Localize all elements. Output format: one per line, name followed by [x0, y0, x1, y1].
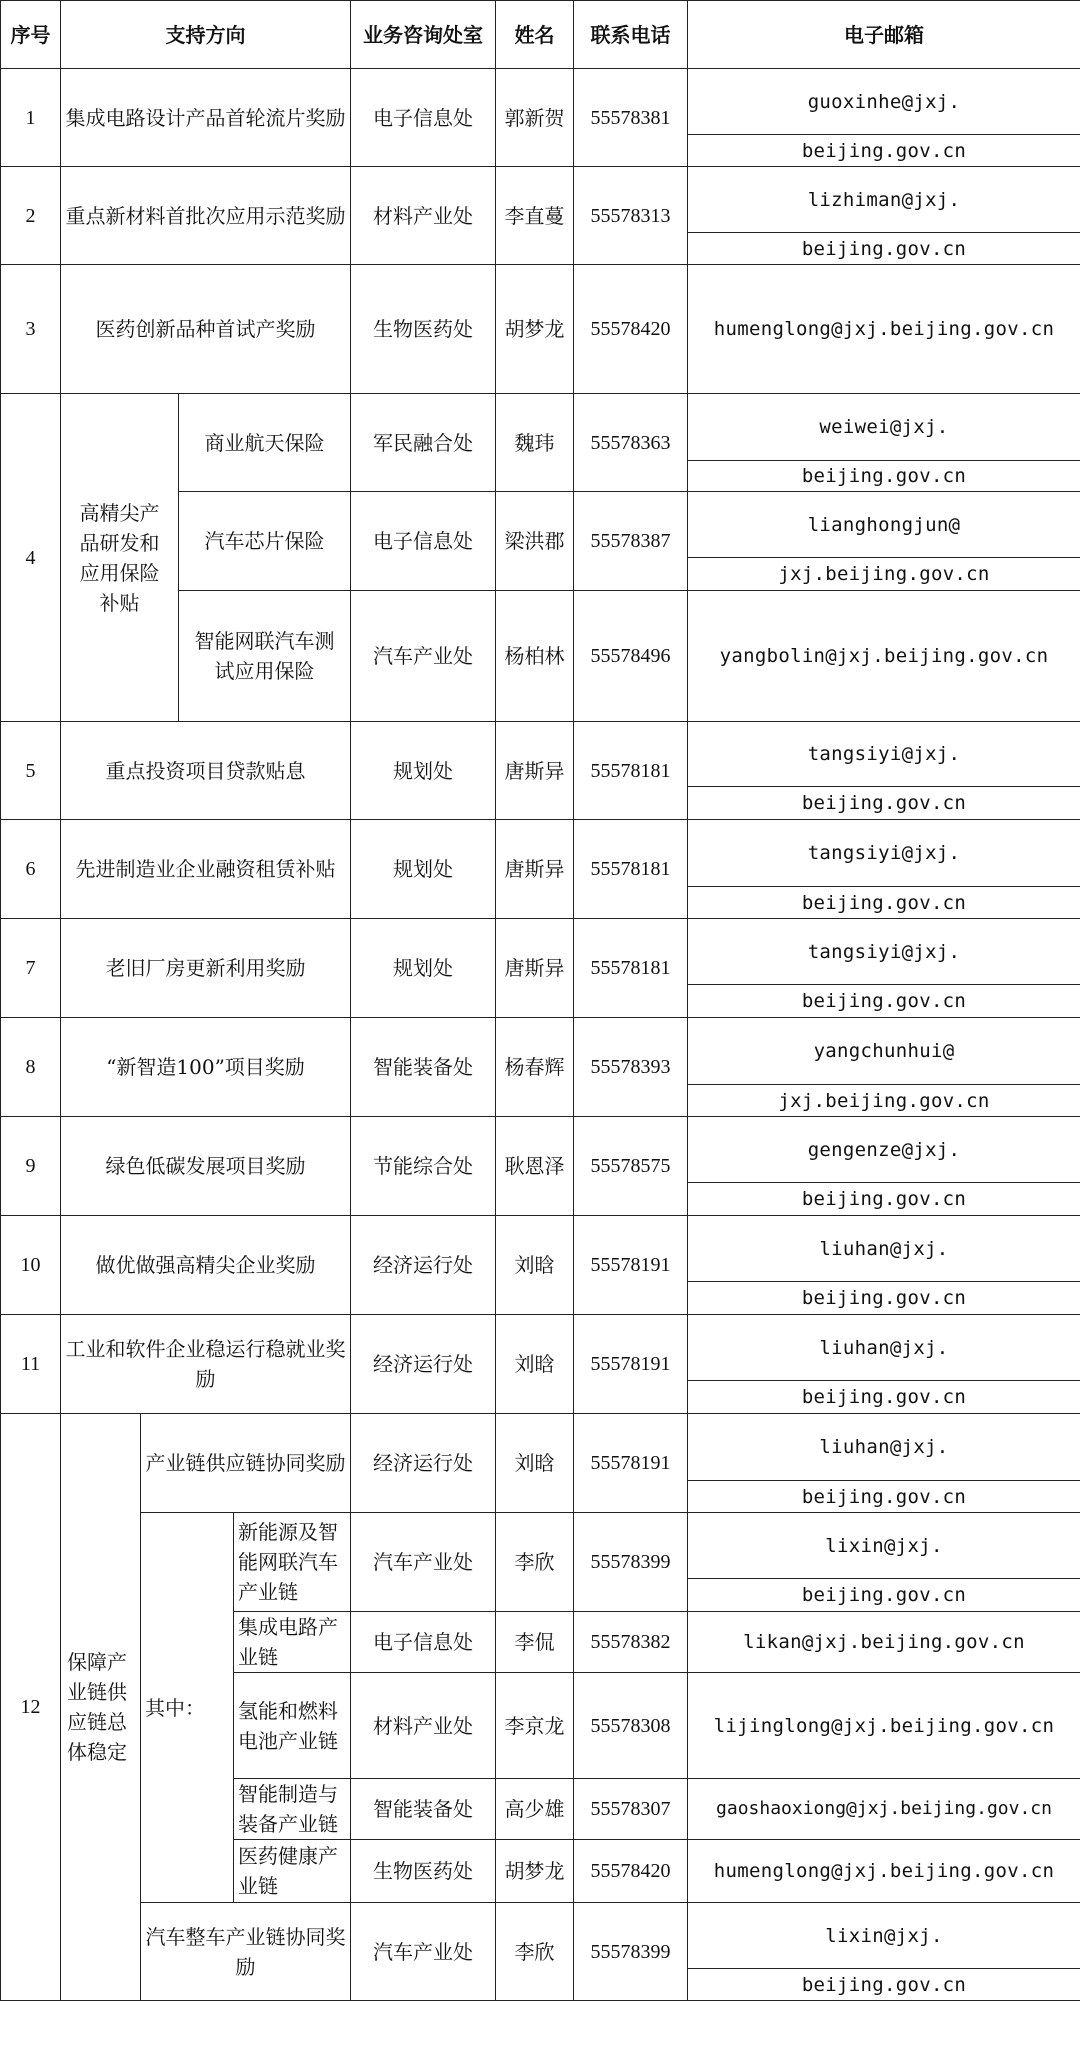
row-email-part2: beijing.gov.cn — [688, 233, 1080, 265]
row-no: 11 — [1, 1315, 61, 1414]
row-direction: 重点新材料首批次应用示范奖励 — [61, 167, 351, 265]
row-name: 李侃 — [496, 1612, 574, 1673]
row-direction: “新智造100”项目奖励 — [61, 1018, 351, 1117]
row-name: 唐斯异 — [496, 722, 574, 820]
row-name: 杨柏林 — [496, 591, 574, 722]
row-email-part2: beijing.gov.cn — [688, 135, 1080, 167]
row-email: likan@jxj.beijing.gov.cn — [688, 1612, 1080, 1673]
row-tel: 55578496 — [574, 591, 688, 722]
header-row — [1, 1, 1080, 69]
row-direction-group: 高精尖产品研发和应用保险补贴 — [61, 394, 179, 722]
row-office: 节能综合处 — [351, 1117, 496, 1216]
header-tel: 联系电话 — [574, 1, 688, 69]
table-row — [1, 69, 1080, 135]
row-direction: 集成电路设计产品首轮流片奖励 — [61, 69, 351, 167]
row-sub-direction: 产业链供应链协同奖励 — [141, 1414, 351, 1513]
row-name: 高少雄 — [496, 1779, 574, 1840]
table-row — [1, 722, 1080, 787]
row-email-part2: beijing.gov.cn — [688, 985, 1080, 1018]
row-email-part2: beijing.gov.cn — [688, 461, 1080, 492]
row-tel: 55578420 — [574, 1840, 688, 1903]
row-tel: 55578393 — [574, 1018, 688, 1117]
row-email-part1: tangsiyi@jxj. — [688, 919, 1080, 985]
row-tel: 55578181 — [574, 919, 688, 1018]
row-email-part2: beijing.gov.cn — [688, 787, 1080, 820]
row-email-part1: tangsiyi@jxj. — [688, 820, 1080, 887]
row-email-part1: liuhan@jxj. — [688, 1315, 1080, 1381]
row-tel: 55578399 — [574, 1513, 688, 1612]
row-direction: 绿色低碳发展项目奖励 — [61, 1117, 351, 1216]
row-name: 胡梦龙 — [496, 1840, 574, 1903]
row-email-part1: liuhan@jxj. — [688, 1414, 1080, 1481]
row-tel: 55578191 — [574, 1315, 688, 1414]
row-office: 汽车产业处 — [351, 1903, 496, 2001]
row-email: gaoshaoxiong@jxj.beijing.gov.cn — [688, 1779, 1080, 1840]
row-email-part1: lixin@jxj. — [688, 1513, 1080, 1579]
row-email-part1: tangsiyi@jxj. — [688, 722, 1080, 787]
row-no: 9 — [1, 1117, 61, 1216]
row-sub-direction: 医药健康产业链 — [234, 1840, 351, 1903]
row-name: 郭新贺 — [496, 69, 574, 167]
row-no: 8 — [1, 1018, 61, 1117]
row-email-part2: jxj.beijing.gov.cn — [688, 558, 1080, 591]
header-office: 业务咨询处室 — [351, 1, 496, 69]
row-name: 李京龙 — [496, 1673, 574, 1779]
table-row — [1, 1903, 1080, 1969]
row-email: humenglong@jxj.beijing.gov.cn — [688, 1840, 1080, 1903]
row-name: 李欣 — [496, 1513, 574, 1612]
row-name: 魏玮 — [496, 394, 574, 492]
row-email: lijinglong@jxj.beijing.gov.cn — [688, 1673, 1080, 1779]
row-tel: 55578313 — [574, 167, 688, 265]
header-email: 电子邮箱 — [688, 1, 1080, 69]
row-email-part1: gengenze@jxj. — [688, 1117, 1080, 1183]
row-email-part2: jxj.beijing.gov.cn — [688, 1085, 1080, 1117]
row-office: 电子信息处 — [351, 492, 496, 591]
row-email-part1: weiwei@jxj. — [688, 394, 1080, 461]
row-tel: 55578181 — [574, 820, 688, 919]
row-tel: 55578181 — [574, 722, 688, 820]
row-no: 3 — [1, 265, 61, 394]
row-no: 1 — [1, 69, 61, 167]
row-name: 梁洪郡 — [496, 492, 574, 591]
table-row — [1, 265, 1080, 394]
row-office: 汽车产业处 — [351, 1513, 496, 1612]
row-office: 电子信息处 — [351, 69, 496, 167]
row-tel: 55578420 — [574, 265, 688, 394]
row-tel: 55578387 — [574, 492, 688, 591]
row-office: 智能装备处 — [351, 1779, 496, 1840]
row-email-part2: beijing.gov.cn — [688, 1969, 1080, 2001]
header-name: 姓名 — [496, 1, 574, 69]
row-tel: 55578191 — [574, 1216, 688, 1315]
row-email-part2: beijing.gov.cn — [688, 1481, 1080, 1513]
row-sub-direction: 商业航天保险 — [179, 394, 351, 492]
row-no: 2 — [1, 167, 61, 265]
row-sub-direction: 智能制造与装备产业链 — [234, 1779, 351, 1840]
header-direction: 支持方向 — [61, 1, 351, 69]
row-tel: 55578307 — [574, 1779, 688, 1840]
row-name: 刘晗 — [496, 1414, 574, 1513]
row-name: 刘晗 — [496, 1315, 574, 1414]
row-email-part1: yangchunhui@ — [688, 1018, 1080, 1085]
header-no: 序号 — [1, 1, 61, 69]
among-label: 其中： — [141, 1513, 234, 1903]
table-row — [1, 820, 1080, 887]
row-direction: 做优做强高精尖企业奖励 — [61, 1216, 351, 1315]
row-email-part2: beijing.gov.cn — [688, 1381, 1080, 1414]
row-sub-direction: 汽车芯片保险 — [179, 492, 351, 591]
table-row — [1, 1513, 1080, 1579]
row-email-part2: beijing.gov.cn — [688, 1282, 1080, 1315]
row-tel: 55578191 — [574, 1414, 688, 1513]
row-email-part2: beijing.gov.cn — [688, 887, 1080, 919]
row-email-part1: lixin@jxj. — [688, 1903, 1080, 1969]
row-tel: 55578382 — [574, 1612, 688, 1673]
row-name: 唐斯异 — [496, 919, 574, 1018]
row-name: 李欣 — [496, 1903, 574, 2001]
row-office: 规划处 — [351, 919, 496, 1018]
row-email-part2: beijing.gov.cn — [688, 1579, 1080, 1612]
row-office: 汽车产业处 — [351, 591, 496, 722]
row-direction: 工业和软件企业稳运行稳就业奖励 — [61, 1315, 351, 1414]
row-office: 规划处 — [351, 722, 496, 820]
row-sub-direction: 氢能和燃料电池产业链 — [234, 1673, 351, 1779]
row-sub-direction: 集成电路产业链 — [234, 1612, 351, 1673]
row-name: 杨春辉 — [496, 1018, 574, 1117]
row-tel: 55578363 — [574, 394, 688, 492]
row-office: 军民融合处 — [351, 394, 496, 492]
row-direction: 重点投资项目贷款贴息 — [61, 722, 351, 820]
table-row — [1, 1414, 1080, 1481]
table-row — [1, 394, 1080, 461]
row-email-part2: beijing.gov.cn — [688, 1183, 1080, 1216]
row-email-part1: lizhiman@jxj. — [688, 167, 1080, 233]
row-office: 生物医药处 — [351, 1840, 496, 1903]
table-row — [1, 1018, 1080, 1085]
row-direction: 先进制造业企业融资租赁补贴 — [61, 820, 351, 919]
row-no: 12 — [1, 1414, 61, 2001]
row-email-part1: lianghongjun@ — [688, 492, 1080, 558]
row-office: 电子信息处 — [351, 1612, 496, 1673]
row-name: 刘晗 — [496, 1216, 574, 1315]
row-no: 7 — [1, 919, 61, 1018]
row-name: 胡梦龙 — [496, 265, 574, 394]
table-row — [1, 1216, 1080, 1282]
row-no: 4 — [1, 394, 61, 722]
table-row — [1, 1315, 1080, 1381]
table-row — [1, 1117, 1080, 1183]
row-office: 规划处 — [351, 820, 496, 919]
row-tel: 55578381 — [574, 69, 688, 167]
row-office: 经济运行处 — [351, 1414, 496, 1513]
row-email: yangbolin@jxj.beijing.gov.cn — [688, 591, 1080, 722]
row-name: 唐斯异 — [496, 820, 574, 919]
row-direction-group: 保障产业链供应链总体稳定 — [61, 1414, 141, 2001]
row-sub-direction: 智能网联汽车测试应用保险 — [179, 591, 351, 722]
row-direction: 医药创新品种首试产奖励 — [61, 265, 351, 394]
row-office: 材料产业处 — [351, 167, 496, 265]
row-office: 智能装备处 — [351, 1018, 496, 1117]
row-sub-direction: 汽车整车产业链协同奖励 — [141, 1903, 351, 2001]
row-sub-direction: 新能源及智能网联汽车产业链 — [234, 1513, 351, 1612]
row-office: 经济运行处 — [351, 1315, 496, 1414]
row-no: 5 — [1, 722, 61, 820]
row-office: 生物医药处 — [351, 265, 496, 394]
row-tel: 55578575 — [574, 1117, 688, 1216]
row-no: 6 — [1, 820, 61, 919]
row-direction: 老旧厂房更新利用奖励 — [61, 919, 351, 1018]
row-email-part1: guoxinhe@jxj. — [688, 69, 1080, 135]
row-office: 经济运行处 — [351, 1216, 496, 1315]
row-name: 耿恩泽 — [496, 1117, 574, 1216]
row-tel: 55578399 — [574, 1903, 688, 2001]
row-office: 材料产业处 — [351, 1673, 496, 1779]
row-no: 10 — [1, 1216, 61, 1315]
table-row — [1, 167, 1080, 233]
table-row — [1, 919, 1080, 985]
row-tel: 55578308 — [574, 1673, 688, 1779]
row-name: 李直蔓 — [496, 167, 574, 265]
row-email-part1: liuhan@jxj. — [688, 1216, 1080, 1282]
row-email: humenglong@jxj.beijing.gov.cn — [688, 265, 1080, 394]
